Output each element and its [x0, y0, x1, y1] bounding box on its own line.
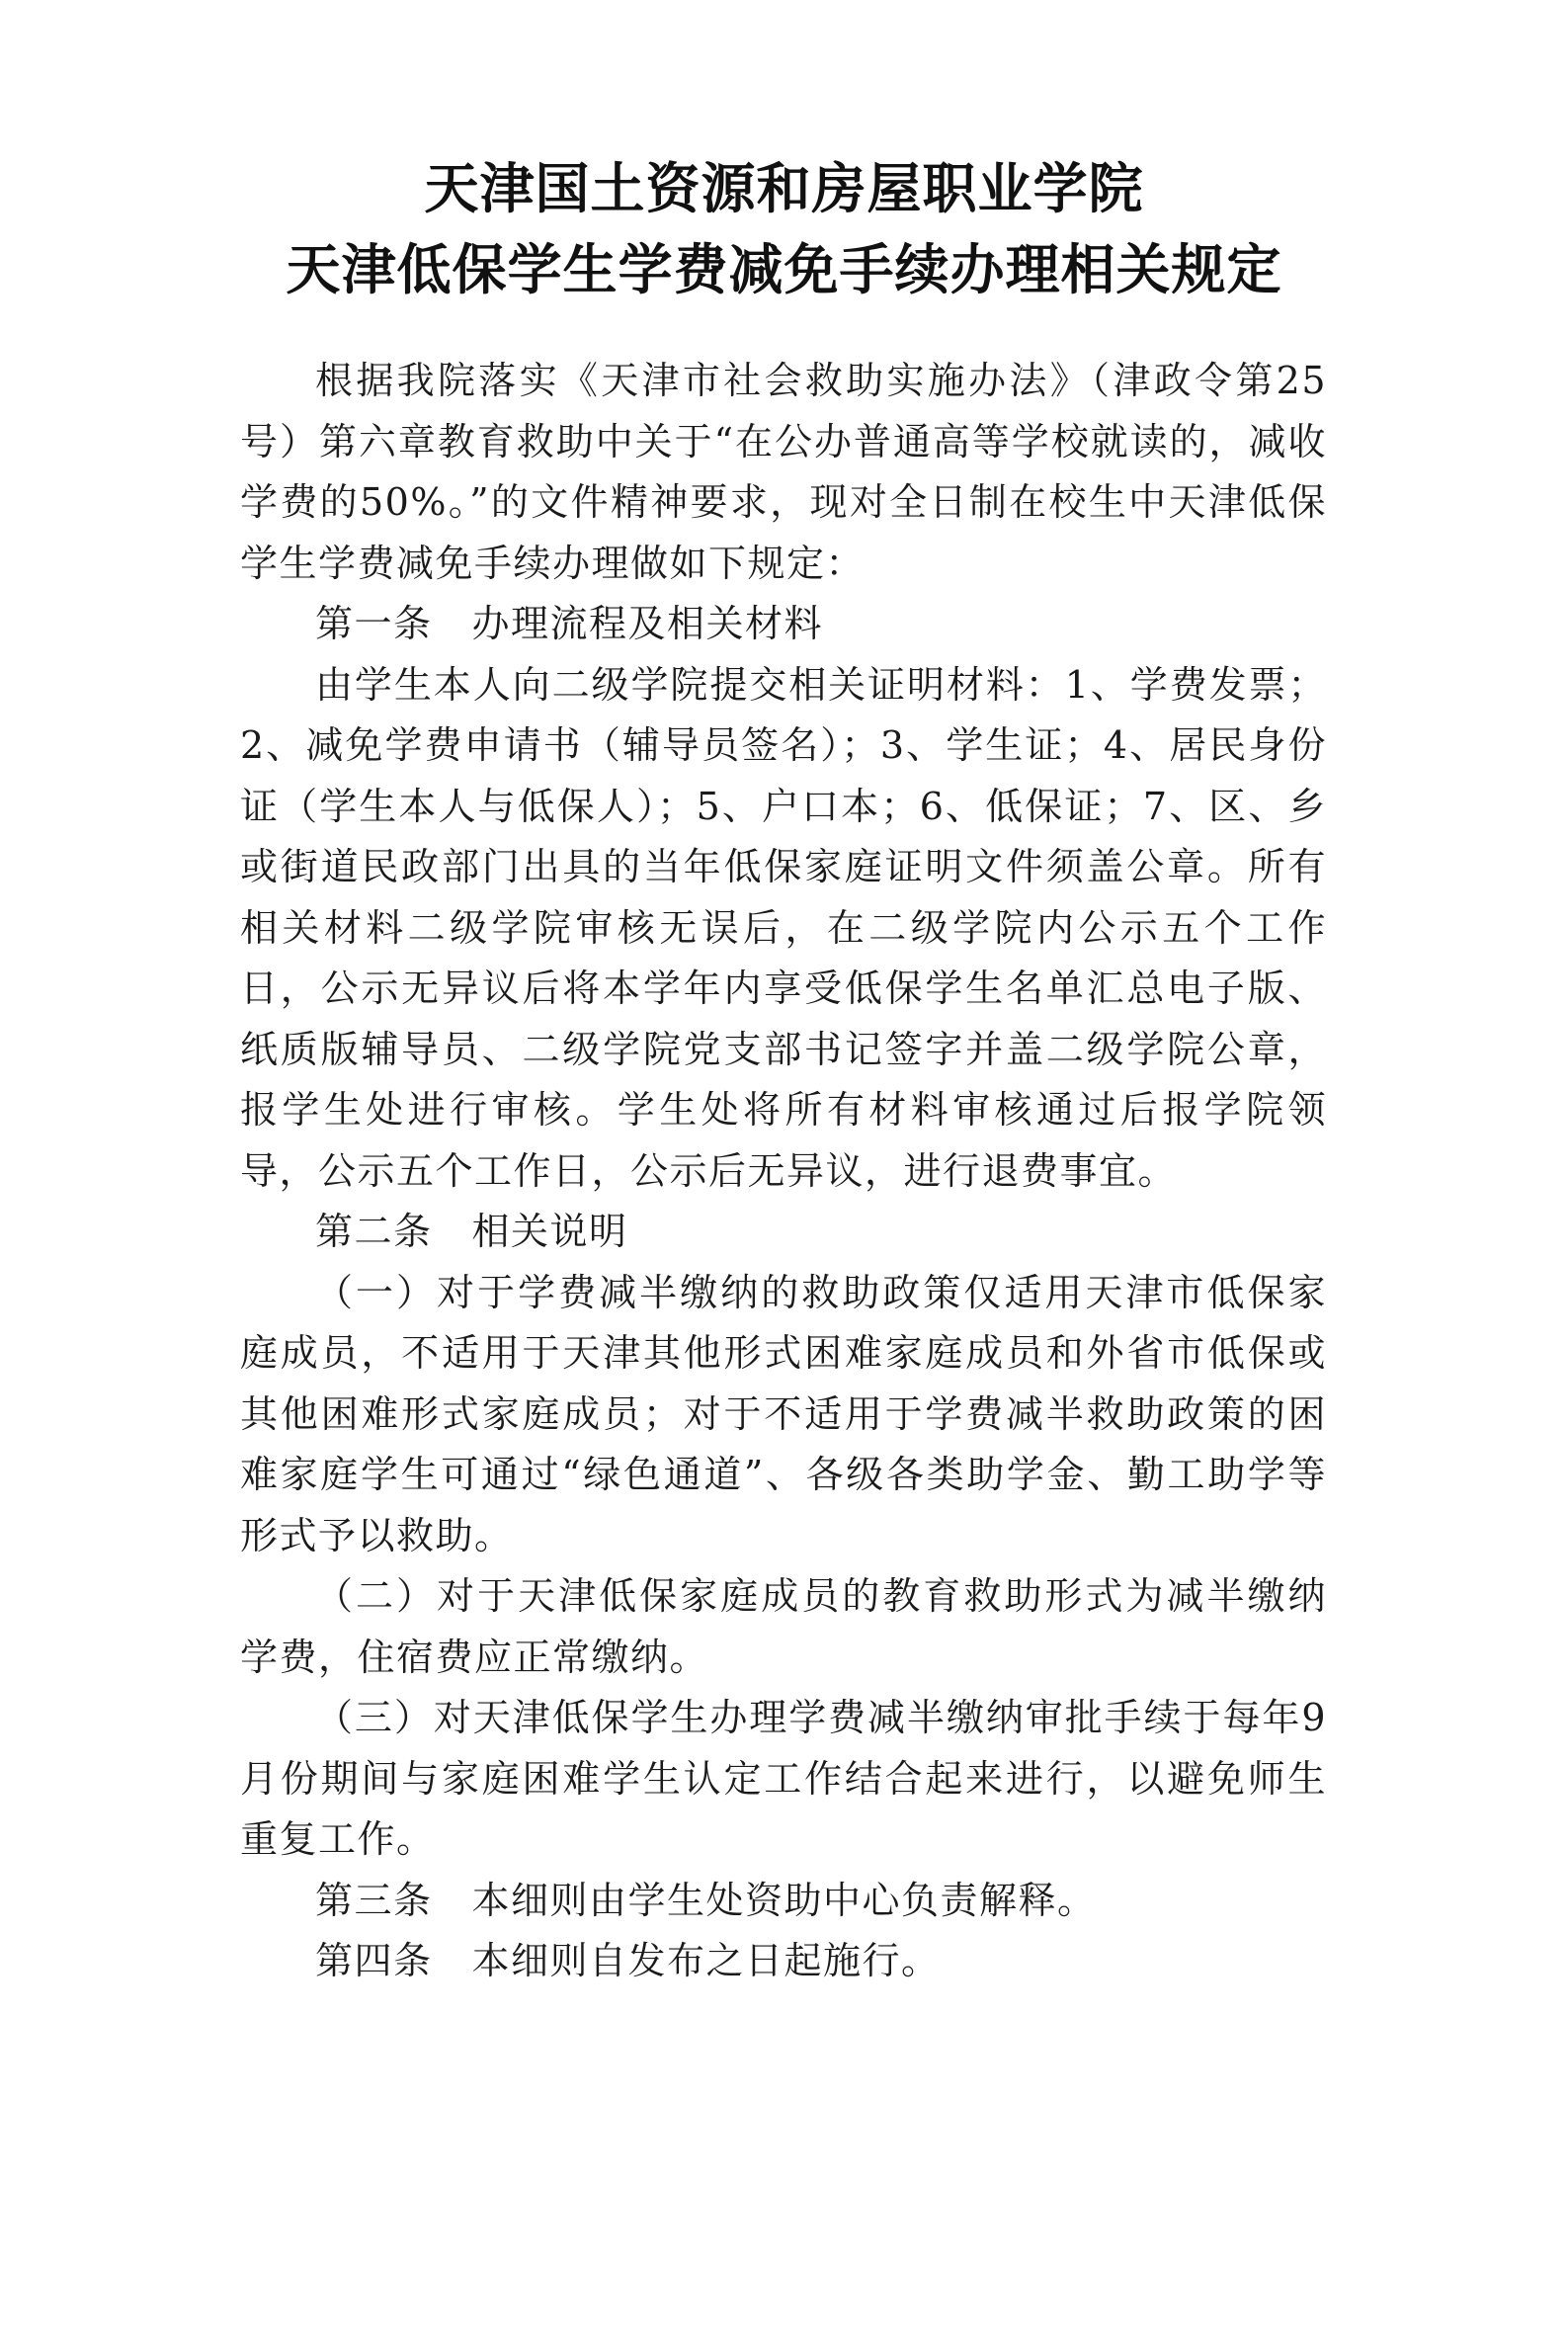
article-4-text: 本细则自发布之日起施行。 — [471, 1939, 941, 1982]
article-2-heading — [240, 1202, 1327, 1263]
article-2-item-1: （一）对于学费减半缴纳的救助政策仅适用天津市低保家庭成员，不适用于天津其他形式困难家庭成员和外省市低保或其他困难形式家庭成员；对于不适用于学费减半救助政策的困难家庭学生可通过“绿色通道”、各级各类助学金、勤工助学等形式予以救助。 — [240, 1270, 1327, 1557]
article-1-title: 办理流程及相关材料 — [471, 602, 824, 645]
article-2-title: 相关说明 — [471, 1210, 628, 1253]
article-3 — [240, 1871, 1327, 1932]
document-body — [240, 351, 1327, 1992]
intro-paragraph: 根据我院落实《天津市社会救助实施办法》（津政令第25号）第六章教育救助中关于“在公办普通高等学校就读的，减收学费的50%。”的文件精神要求，现对全日制在校生中天津低保学生学费减免手续办理做如下规定： — [240, 359, 1327, 585]
article-1-paragraph: 由学生本人向二级学院提交相关证明材料：1、学费发票；2、减免学费申请书（辅导员签名）；3、学生证；4、居民身份证（学生本人与低保人）；5、户口本；6、低保证；7、区、乡或街道民政部门出具的当年低保家庭证明文件须盖公章。所有相关材料二级学院审核无误后，在二级学院内公示五个工作日，公示无异议后将本学年内享受低保学生名单汇总电子版、纸质版辅导员、二级学院党支部书记签字并盖二级学院公章，报学生处进行审核。学生处将所有材料审核通过后报学院领导，公示五个工作日，公示后无异议，进行退费事宜。 — [240, 662, 1327, 1193]
title-institution: 天津国土资源和房屋职业学院 — [424, 156, 1144, 220]
article-4 — [240, 1931, 1327, 1992]
title-regulation: 天津低保学生学费减免手续办理相关规定 — [286, 237, 1282, 301]
article-1-heading — [240, 594, 1327, 655]
article-1-number: 第一条 — [315, 602, 433, 645]
article-2-number: 第二条 — [315, 1210, 433, 1253]
article-4-number: 第四条 — [315, 1939, 433, 1982]
article-2-item-3: （三）对天津低保学生办理学费减半缴纳审批手续于每年9月份期间与家庭困难学生认定工作结合起来进行，以避免师生重复工作。 — [240, 1696, 1327, 1861]
article-3-text: 本细则由学生处资助中心负责解释。 — [471, 1878, 1097, 1922]
article-3-number: 第三条 — [315, 1878, 433, 1922]
document-title — [0, 148, 1568, 310]
article-2-item-2: （二）对于天津低保家庭成员的教育救助形式为减半缴纳学费，住宿费应正常缴纳。 — [240, 1574, 1327, 1679]
